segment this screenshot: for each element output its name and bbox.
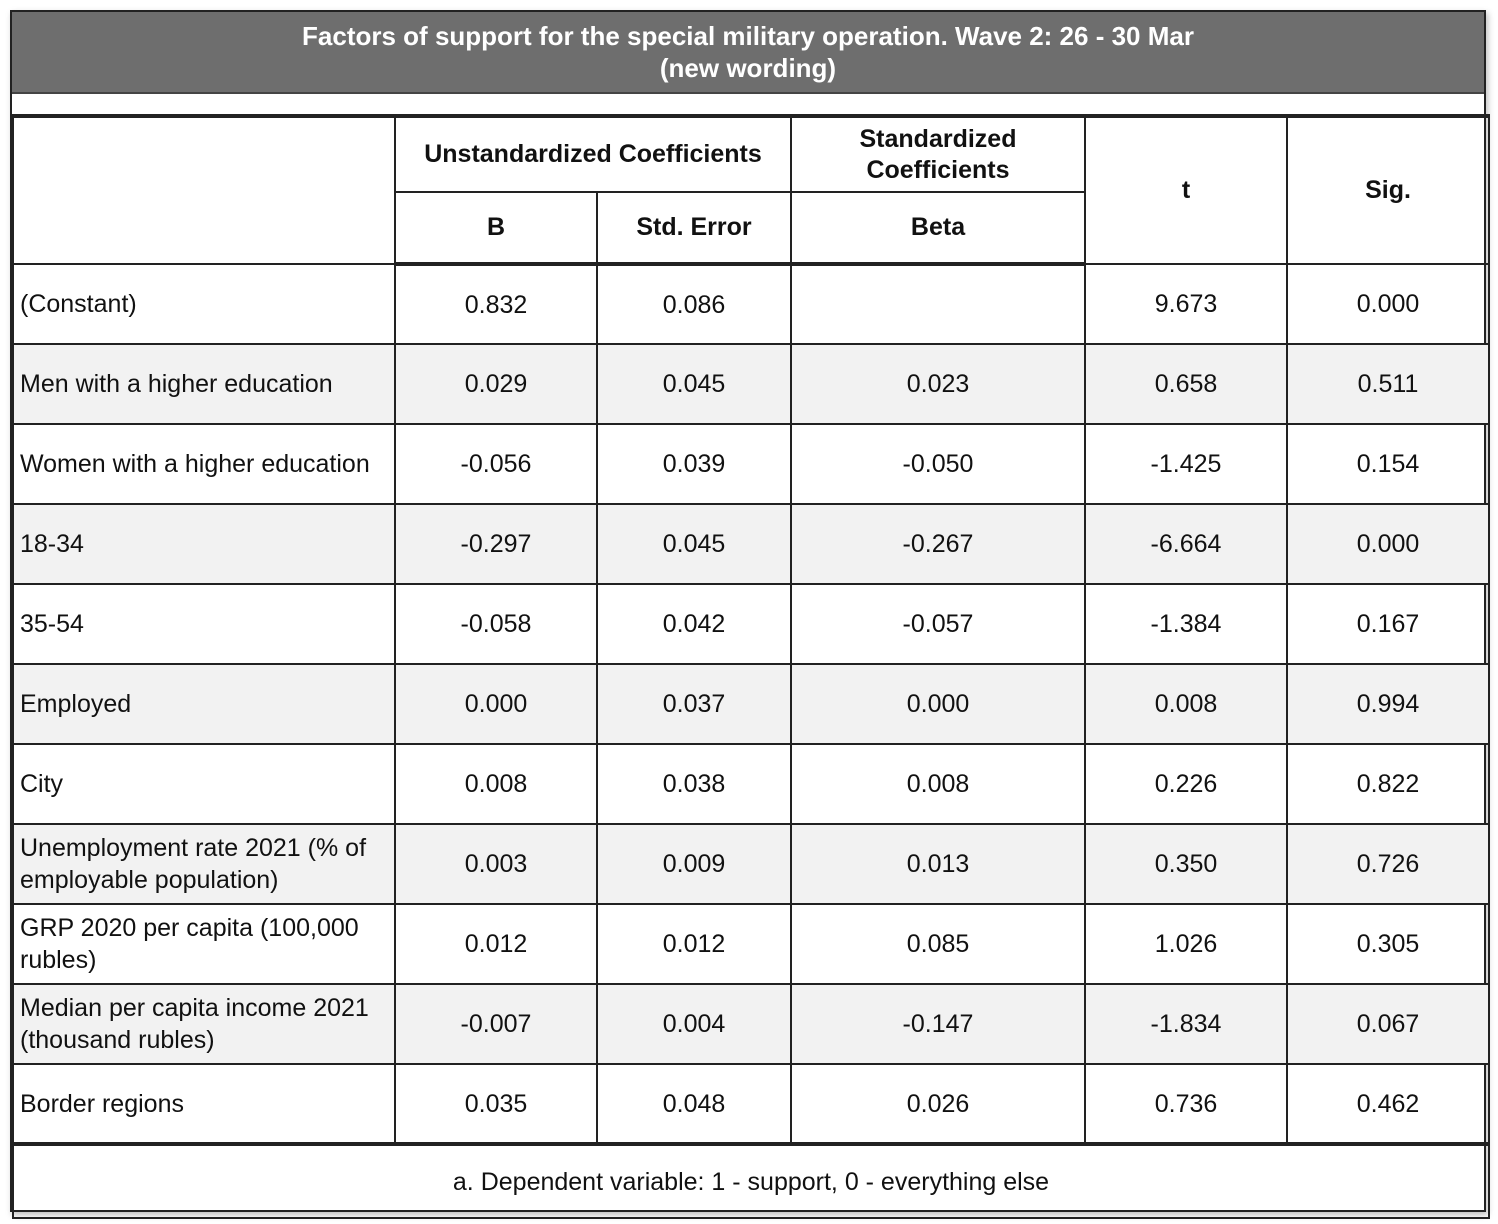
cell-sig: 0.511 — [1287, 344, 1489, 424]
table-row — [13, 664, 1489, 744]
cell-t: -1.384 — [1085, 584, 1287, 664]
cell-beta: 0.085 — [791, 904, 1085, 984]
cell-b: 0.029 — [395, 344, 597, 424]
footnote: a. Dependent variable: 1 - support, 0 - everything else — [13, 1144, 1489, 1218]
cell-std-error: 0.012 — [597, 904, 791, 984]
table-row — [13, 264, 1489, 344]
cell-t: -1.425 — [1085, 424, 1287, 504]
cell-std-error: 0.048 — [597, 1064, 791, 1144]
cell-std-error: 0.037 — [597, 664, 791, 744]
table-row — [13, 984, 1489, 1064]
header-t: t — [1085, 116, 1287, 264]
cell-b: 0.832 — [395, 264, 597, 344]
header-standardized: Standardized Coefficients — [791, 116, 1085, 192]
cell-sig: 0.726 — [1287, 824, 1489, 904]
cell-std-error: 0.045 — [597, 344, 791, 424]
row-label: Unemployment rate 2021 (% of employable population) — [13, 824, 395, 904]
cell-b: -0.007 — [395, 984, 597, 1064]
cell-sig: 0.167 — [1287, 584, 1489, 664]
row-label: Women with a higher education — [13, 424, 395, 504]
cell-t: 1.026 — [1085, 904, 1287, 984]
cell-beta: -0.050 — [791, 424, 1085, 504]
row-label: GRP 2020 per capita (100,000 rubles) — [13, 904, 395, 984]
header-std-error: Std. Error — [597, 192, 791, 264]
cell-t: 0.350 — [1085, 824, 1287, 904]
cell-t: 0.736 — [1085, 1064, 1287, 1144]
table-row — [13, 424, 1489, 504]
table-row — [13, 344, 1489, 424]
cell-beta: -0.057 — [791, 584, 1085, 664]
cell-beta: 0.000 — [791, 664, 1085, 744]
cell-std-error: 0.042 — [597, 584, 791, 664]
cell-t: -1.834 — [1085, 984, 1287, 1064]
table-frame — [10, 10, 1486, 1212]
row-label: Men with a higher education — [13, 344, 395, 424]
header-blank — [13, 116, 395, 264]
cell-t: -6.664 — [1085, 504, 1287, 584]
cell-sig: 0.000 — [1287, 264, 1489, 344]
row-label: Median per capita income 2021 (thousand rubles) — [13, 984, 395, 1064]
cell-beta: -0.267 — [791, 504, 1085, 584]
row-label: 18-34 — [13, 504, 395, 584]
header-unstandardized: Unstandardized Coefficients — [395, 116, 791, 192]
header-b: B — [395, 192, 597, 264]
cell-t: 0.008 — [1085, 664, 1287, 744]
cell-sig: 0.154 — [1287, 424, 1489, 504]
header-beta: Beta — [791, 192, 1085, 264]
title-line-2: (new wording) — [659, 53, 837, 83]
cell-beta — [791, 264, 1085, 344]
cell-std-error: 0.004 — [597, 984, 791, 1064]
table-row — [13, 744, 1489, 824]
row-label: 35-54 — [13, 584, 395, 664]
cell-sig: 0.000 — [1287, 504, 1489, 584]
cell-b: 0.035 — [395, 1064, 597, 1144]
cell-t: 0.226 — [1085, 744, 1287, 824]
cell-b: 0.012 — [395, 904, 597, 984]
cell-std-error: 0.045 — [597, 504, 791, 584]
cell-std-error: 0.039 — [597, 424, 791, 504]
table-row — [13, 904, 1489, 984]
cell-std-error: 0.009 — [597, 824, 791, 904]
table-row — [13, 504, 1489, 584]
header-sig: Sig. — [1287, 116, 1489, 264]
cell-beta: 0.023 — [791, 344, 1085, 424]
cell-sig: 0.822 — [1287, 744, 1489, 824]
regression-table — [12, 114, 1490, 1219]
cell-b: -0.058 — [395, 584, 597, 664]
cell-sig: 0.462 — [1287, 1064, 1489, 1144]
cell-b: -0.297 — [395, 504, 597, 584]
cell-t: 9.673 — [1085, 264, 1287, 344]
table-title — [12, 12, 1484, 94]
cell-std-error: 0.086 — [597, 264, 791, 344]
table-row — [13, 1064, 1489, 1144]
cell-t: 0.658 — [1085, 344, 1287, 424]
cell-beta: 0.026 — [791, 1064, 1085, 1144]
cell-b: -0.056 — [395, 424, 597, 504]
table-row — [13, 584, 1489, 664]
cell-b: 0.008 — [395, 744, 597, 824]
cell-b: 0.003 — [395, 824, 597, 904]
cell-b: 0.000 — [395, 664, 597, 744]
row-label: (Constant) — [13, 264, 395, 344]
cell-beta: -0.147 — [791, 984, 1085, 1064]
cell-sig: 0.994 — [1287, 664, 1489, 744]
cell-sig: 0.305 — [1287, 904, 1489, 984]
cell-beta: 0.008 — [791, 744, 1085, 824]
title-line-1: Factors of support for the special military operation. Wave 2: 26 - 30 Mar — [302, 21, 1194, 51]
row-label: Border regions — [13, 1064, 395, 1144]
table-row — [13, 824, 1489, 904]
row-label: City — [13, 744, 395, 824]
cell-sig: 0.067 — [1287, 984, 1489, 1064]
table-body — [13, 264, 1489, 1144]
cell-std-error: 0.038 — [597, 744, 791, 824]
row-label: Employed — [13, 664, 395, 744]
cell-beta: 0.013 — [791, 824, 1085, 904]
